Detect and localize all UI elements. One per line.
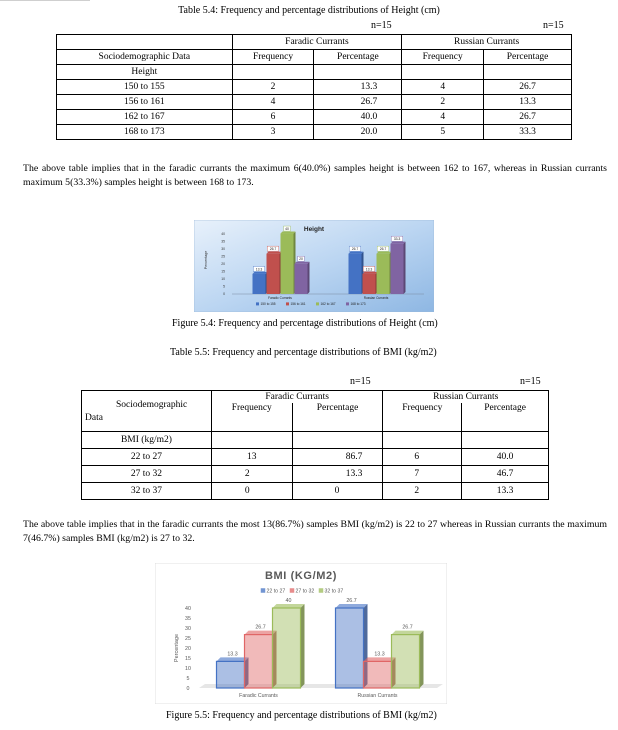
figure-5-4-caption: Figure 5.4: Frequency and percentage distributions of Height (cm): [172, 318, 438, 329]
x-tick-label: Faradic Currants: [239, 693, 278, 699]
data-label: 13.3: [374, 651, 385, 658]
bar: [245, 635, 273, 688]
bar-top: [363, 272, 378, 274]
bar-side: [308, 262, 310, 294]
row-label: 27 to 32: [82, 466, 212, 483]
cell-russian-freq: 4: [402, 80, 484, 95]
cell-faradic-pct: 13.3: [314, 80, 402, 95]
cell-russian-freq: 2: [402, 95, 484, 110]
table-5-4-col-freq-r: Frequency: [402, 50, 484, 65]
cell-russian-freq: 6: [383, 449, 462, 466]
cell-russian-pct: 26.7: [484, 110, 572, 125]
bar-side: [301, 604, 305, 688]
table-5-4-col-freq-f: Frequency: [232, 50, 314, 65]
cell-faradic-freq: 13: [211, 449, 292, 466]
table-row: [57, 80, 572, 95]
chart-height: [194, 220, 434, 312]
legend-swatch: [286, 302, 289, 305]
table-cell: [462, 432, 549, 449]
table-5-5-col-freq-f: Frequency: [211, 403, 292, 432]
row-header-line-2: Data: [85, 413, 103, 423]
bar-top: [391, 242, 406, 244]
x-tick-label: Russian Currants: [357, 693, 398, 699]
bar: [391, 244, 404, 294]
bar-top: [377, 252, 392, 254]
table-5-4-group-faradic: Faradic Currants: [232, 35, 402, 50]
bar: [377, 254, 390, 294]
row-header-line-1: Sociodemographic: [116, 400, 188, 410]
bar: [253, 274, 266, 294]
legend-label: 150 to 155: [260, 302, 276, 306]
x-tick-label: Faradic Currants: [268, 296, 292, 301]
y-tick-label: 0: [223, 292, 225, 297]
table-5-4: [56, 34, 572, 140]
y-tick-label: 20: [185, 646, 191, 652]
table-row: [82, 483, 549, 500]
chart-title: BMI (KG/M2): [265, 570, 337, 582]
cell-russian-freq: 7: [383, 466, 462, 483]
data-label: 13.3: [227, 651, 238, 658]
table-cell: [402, 65, 484, 80]
data-label: 40: [285, 226, 289, 231]
bar-side: [420, 631, 424, 688]
y-tick-label: 10: [185, 666, 191, 672]
data-label: 26.7: [255, 624, 266, 631]
table-5-5-n-faradic: n=15: [350, 376, 371, 387]
cell-faradic-freq: 2: [211, 466, 292, 483]
bar-top: [253, 272, 268, 274]
cell-faradic-pct: 40.0: [314, 110, 402, 125]
x-tick-label: Russian Currants: [363, 296, 389, 301]
table-5-4-n-faradic: n=15: [371, 20, 392, 31]
bar-top: [295, 262, 310, 264]
cell-russian-pct: 46.7: [462, 466, 549, 483]
table-5-5-n-russian: n=15: [520, 376, 541, 387]
figure-5-5-caption: Figure 5.5: Frequency and percentage distributions of BMI (kg/m2): [166, 710, 437, 721]
table-5-5-row-header: [82, 391, 212, 432]
cell-faradic-pct: 20.0: [314, 125, 402, 140]
legend-label: 168 to 173: [350, 302, 366, 306]
bar-top: [267, 252, 282, 254]
y-tick-label: 30: [185, 626, 191, 632]
data-label: 40: [285, 598, 292, 604]
cell-russian-freq: 2: [383, 483, 462, 500]
table-cell: [211, 432, 292, 449]
bar: [217, 661, 245, 688]
table-5-4-corner: [57, 35, 233, 50]
legend-swatch: [316, 302, 319, 305]
table-cell: [292, 432, 383, 449]
table-cell: [383, 432, 462, 449]
row-label: 156 to 161: [57, 95, 233, 110]
cell-faradic-pct: 86.7: [292, 449, 383, 466]
cell-russian-pct: 33.3: [484, 125, 572, 140]
table-5-5-col-pct-f: Percentage: [292, 403, 383, 432]
bar: [363, 274, 376, 294]
y-tick-label: 0: [186, 686, 190, 692]
data-label: 13.3: [365, 267, 373, 272]
bar-top: [349, 252, 364, 254]
table-5-4-caption: Table 5.4: Frequency and percentage distributions of Height (cm): [178, 5, 440, 16]
bar-side: [404, 242, 406, 294]
y-axis-label: Percentage: [204, 250, 208, 270]
y-tick-label: 25: [185, 636, 191, 642]
table-5-4-group-russian: Russian Currants: [402, 35, 572, 50]
row-label: 150 to 155: [57, 80, 233, 95]
table-row: [57, 110, 572, 125]
table-5-5-caption: Table 5.5: Frequency and percentage distributions of BMI (kg/m2): [170, 347, 437, 358]
cell-faradic-pct: 13.3: [292, 466, 383, 483]
table-cell: [484, 65, 572, 80]
table-5-4-col-pct-r: Percentage: [484, 50, 572, 65]
y-tick-label: 15: [221, 269, 225, 274]
cell-faradic-freq: 6: [232, 110, 314, 125]
cell-faradic-freq: 2: [232, 80, 314, 95]
bar-top: [281, 232, 296, 234]
cell-russian-freq: 5: [402, 125, 484, 140]
top-divider: [0, 0, 90, 1]
y-tick-label: 40: [221, 231, 225, 236]
legend-label: 32 to 37: [324, 588, 344, 595]
table-5-4-n-russian: n=15: [543, 20, 564, 31]
data-label: 26.7: [379, 247, 387, 252]
bar: [281, 234, 294, 294]
legend-label: 22 to 27: [266, 588, 286, 595]
y-axis-label: Percentage: [174, 633, 180, 663]
cell-faradic-pct: 0: [292, 483, 383, 500]
cell-russian-freq: 4: [402, 110, 484, 125]
table-row: [57, 95, 572, 110]
cell-faradic-freq: 4: [232, 95, 314, 110]
paragraph-height: The above table implies that in the faradic currants the maximum 6(40.0%) samples height is between 162 to 167, whereas in Russian currants maximum 5(33.3%) samples height is between 168 to 173.: [23, 163, 607, 188]
bar: [349, 254, 362, 294]
legend-label: 156 to 161: [290, 302, 306, 306]
legend-label: 162 to 167: [320, 302, 336, 306]
bar-top: [245, 631, 277, 635]
table-row: [82, 449, 549, 466]
table-5-5-var-label: BMI (kg/m2): [82, 432, 212, 449]
row-label: 168 to 173: [57, 125, 233, 140]
table-cell: [314, 65, 402, 80]
table-5-5: [81, 390, 549, 500]
legend-swatch: [346, 302, 349, 305]
table-5-4-var-label: Height: [57, 65, 233, 80]
bar: [364, 661, 392, 688]
y-tick-label: 20: [221, 261, 225, 266]
row-label: 32 to 37: [82, 483, 212, 500]
bar: [295, 264, 308, 294]
cell-russian-pct: 26.7: [484, 80, 572, 95]
cell-faradic-freq: 3: [232, 125, 314, 140]
table-row: [57, 125, 572, 140]
y-tick-label: 35: [221, 239, 225, 244]
legend-label: 27 to 32: [295, 588, 315, 595]
bar: [273, 608, 301, 688]
table-5-5-col-freq-r: Frequency: [383, 403, 462, 432]
bar: [267, 254, 280, 294]
cell-russian-pct: 40.0: [462, 449, 549, 466]
row-label: 22 to 27: [82, 449, 212, 466]
data-label: 20: [299, 257, 303, 262]
chart-bmi: [155, 563, 447, 704]
data-label: 26.7: [346, 598, 357, 604]
cell-russian-pct: 13.3: [462, 483, 549, 500]
y-tick-label: 15: [185, 656, 191, 662]
legend-swatch: [256, 302, 259, 305]
legend-swatch: [290, 589, 294, 593]
y-tick-label: 5: [186, 676, 190, 682]
data-label: 26.7: [402, 624, 413, 631]
table-5-4-col-pct-f: Percentage: [314, 50, 402, 65]
data-label: 13.3: [255, 267, 263, 272]
data-label: 26.7: [351, 247, 359, 252]
bar: [336, 608, 364, 688]
table-5-5-group-faradic: Faradic Currants: [211, 391, 383, 404]
y-tick-label: 30: [221, 246, 225, 251]
table-5-4-row-header: Sociodemographic Data: [57, 50, 233, 65]
table-5-5-col-pct-r: Percentage: [462, 403, 549, 432]
data-label: 33.3: [393, 237, 401, 242]
y-tick-label: 40: [185, 606, 191, 612]
table-cell: [232, 65, 314, 80]
data-label: 26.7: [269, 247, 277, 252]
cell-russian-pct: 13.3: [484, 95, 572, 110]
cell-faradic-freq: 0: [211, 483, 292, 500]
row-label: 162 to 167: [57, 110, 233, 125]
legend-swatch: [261, 589, 265, 593]
bar: [392, 635, 420, 688]
table-5-5-group-russian: Russian Currants: [383, 391, 549, 404]
y-tick-label: 25: [221, 254, 225, 259]
bar-top: [392, 631, 424, 635]
cell-faradic-pct: 26.7: [314, 95, 402, 110]
paragraph-bmi: The above table implies that in the faradic currants the most 13(86.7%) samples BMI (kg/m2) is 22 to 27 whereas in Russian currants the maximum 7(46.7%) samples BMI (kg/m2) is 27 to 32.: [23, 519, 607, 544]
chart-title: Height: [303, 226, 325, 233]
table-row: [82, 466, 549, 483]
legend-swatch: [319, 589, 323, 593]
y-tick-label: 5: [223, 284, 225, 289]
y-tick-label: 35: [185, 616, 191, 622]
y-tick-label: 10: [221, 277, 225, 282]
